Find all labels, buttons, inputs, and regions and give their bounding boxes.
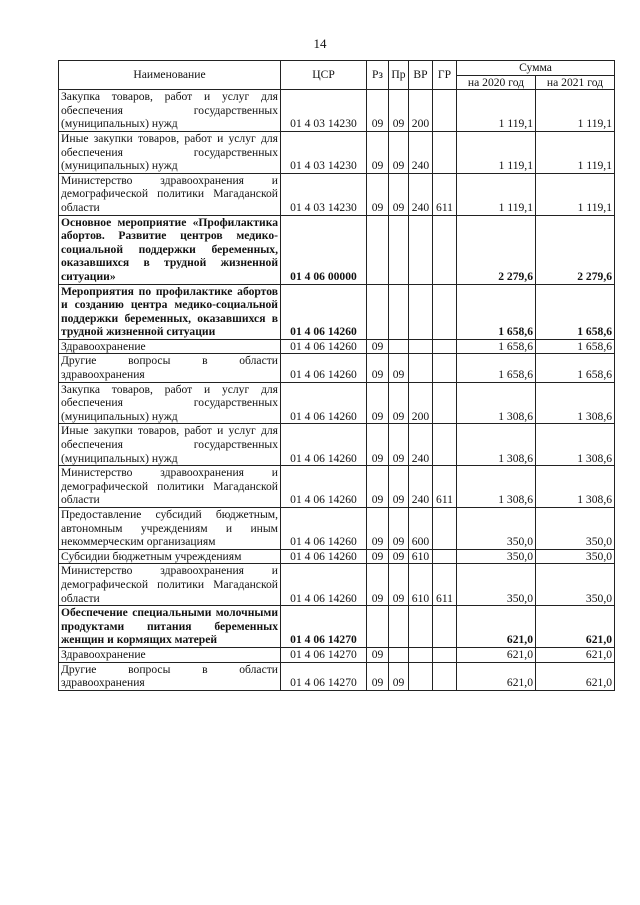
row-sum-2020: 1 119,1 xyxy=(457,90,536,132)
table-row xyxy=(59,606,615,648)
row-rz: 09 xyxy=(367,354,389,382)
row-rz: 09 xyxy=(367,424,389,466)
row-rz: 09 xyxy=(367,647,389,662)
row-name: Другие вопросы в области здравоохранения xyxy=(59,354,281,382)
row-name: Здравоохранение xyxy=(59,339,281,354)
row-sum-2020: 2 279,6 xyxy=(457,215,536,284)
table-row xyxy=(59,90,615,132)
row-code: 01 4 06 14260 xyxy=(281,424,367,466)
row-sum-2020: 1 658,6 xyxy=(457,354,536,382)
row-sum-2021: 350,0 xyxy=(536,564,615,606)
row-sum-2021: 1 658,6 xyxy=(536,284,615,339)
row-gr xyxy=(433,549,457,564)
row-sum-2021: 350,0 xyxy=(536,508,615,550)
table-row xyxy=(59,339,615,354)
row-vr: 200 xyxy=(409,90,433,132)
row-vr: 200 xyxy=(409,382,433,424)
row-code: 01 4 03 14230 xyxy=(281,90,367,132)
row-vr: 240 xyxy=(409,424,433,466)
row-name: Мероприятия по профилактике абортов и созданию центра медико-социальной поддержки беременных, оказавшихся в трудной жизненной ситуации xyxy=(59,284,281,339)
row-pr: 09 xyxy=(389,564,409,606)
row-gr: 611 xyxy=(433,466,457,508)
row-vr xyxy=(409,284,433,339)
table-row xyxy=(59,466,615,508)
table-row xyxy=(59,647,615,662)
row-name: Министерство здравоохранения и демографической политики Магаданской области xyxy=(59,466,281,508)
row-sum-2020: 350,0 xyxy=(457,549,536,564)
row-name: Предоставление субсидий бюджетным, автономным учреждениям и иным некоммерческим организациям xyxy=(59,508,281,550)
table-body xyxy=(59,90,615,691)
row-code: 01 4 06 14260 xyxy=(281,508,367,550)
table-header xyxy=(59,61,615,90)
row-name: Иные закупки товаров, работ и услуг для обеспечения государственных (муниципальных) нужд xyxy=(59,131,281,173)
row-code: 01 4 06 14270 xyxy=(281,647,367,662)
row-pr: 09 xyxy=(389,662,409,690)
row-pr xyxy=(389,339,409,354)
row-sum-2020: 350,0 xyxy=(457,508,536,550)
row-sum-2020: 1 658,6 xyxy=(457,339,536,354)
row-sum-2021: 1 119,1 xyxy=(536,90,615,132)
budget-table xyxy=(58,60,615,691)
row-vr xyxy=(409,647,433,662)
row-code: 01 4 03 14230 xyxy=(281,173,367,215)
row-sum-2021: 1 658,6 xyxy=(536,354,615,382)
row-sum-2020: 621,0 xyxy=(457,606,536,648)
row-sum-2021: 1 658,6 xyxy=(536,339,615,354)
row-gr xyxy=(433,131,457,173)
row-gr xyxy=(433,215,457,284)
table-row xyxy=(59,549,615,564)
row-gr xyxy=(433,354,457,382)
header-vr: ВР xyxy=(409,61,433,90)
row-rz xyxy=(367,215,389,284)
row-code: 01 4 03 14230 xyxy=(281,131,367,173)
row-pr xyxy=(389,647,409,662)
row-code: 01 4 06 14260 xyxy=(281,284,367,339)
row-pr: 09 xyxy=(389,549,409,564)
row-vr xyxy=(409,662,433,690)
row-code: 01 4 06 14260 xyxy=(281,564,367,606)
row-rz: 09 xyxy=(367,662,389,690)
row-sum-2021: 621,0 xyxy=(536,647,615,662)
row-rz: 09 xyxy=(367,382,389,424)
row-gr: 611 xyxy=(433,564,457,606)
row-pr: 09 xyxy=(389,90,409,132)
row-rz xyxy=(367,606,389,648)
row-name: Министерство здравоохранения и демографической политики Магаданской области xyxy=(59,564,281,606)
row-gr xyxy=(433,424,457,466)
row-code: 01 4 06 14260 xyxy=(281,339,367,354)
row-rz: 09 xyxy=(367,339,389,354)
table-row xyxy=(59,424,615,466)
row-gr xyxy=(433,508,457,550)
row-code: 01 4 06 14260 xyxy=(281,549,367,564)
row-gr xyxy=(433,647,457,662)
row-sum-2020: 1 119,1 xyxy=(457,173,536,215)
row-gr: 611 xyxy=(433,173,457,215)
row-pr xyxy=(389,606,409,648)
row-pr: 09 xyxy=(389,508,409,550)
table-row xyxy=(59,173,615,215)
row-sum-2021: 1 119,1 xyxy=(536,131,615,173)
row-sum-2021: 1 308,6 xyxy=(536,382,615,424)
row-sum-2020: 621,0 xyxy=(457,647,536,662)
row-sum-2021: 1 308,6 xyxy=(536,424,615,466)
row-pr: 09 xyxy=(389,131,409,173)
row-name: Другие вопросы в области здравоохранения xyxy=(59,662,281,690)
row-pr: 09 xyxy=(389,424,409,466)
row-rz: 09 xyxy=(367,173,389,215)
row-code: 01 4 06 14260 xyxy=(281,466,367,508)
row-sum-2021: 1 308,6 xyxy=(536,466,615,508)
row-gr xyxy=(433,284,457,339)
row-sum-2021: 1 119,1 xyxy=(536,173,615,215)
table-row xyxy=(59,564,615,606)
table-row xyxy=(59,382,615,424)
row-vr xyxy=(409,215,433,284)
row-code: 01 4 06 14270 xyxy=(281,606,367,648)
row-name: Закупка товаров, работ и услуг для обеспечения государственных (муниципальных) нужд xyxy=(59,90,281,132)
row-gr xyxy=(433,90,457,132)
header-sum: Сумма xyxy=(457,61,615,76)
header-pr: Пр xyxy=(389,61,409,90)
header-year-2021: на 2021 год xyxy=(536,75,615,90)
row-sum-2020: 1 308,6 xyxy=(457,382,536,424)
row-gr xyxy=(433,606,457,648)
row-sum-2020: 350,0 xyxy=(457,564,536,606)
row-sum-2020: 1 308,6 xyxy=(457,466,536,508)
row-vr: 610 xyxy=(409,549,433,564)
table-row xyxy=(59,662,615,690)
row-sum-2020: 1 119,1 xyxy=(457,131,536,173)
row-gr xyxy=(433,662,457,690)
header-code: ЦСР xyxy=(281,61,367,90)
page-number: 14 xyxy=(313,36,327,51)
row-rz: 09 xyxy=(367,549,389,564)
row-vr xyxy=(409,339,433,354)
table-row xyxy=(59,215,615,284)
row-sum-2021: 350,0 xyxy=(536,549,615,564)
row-name: Здравоохранение xyxy=(59,647,281,662)
row-rz: 09 xyxy=(367,131,389,173)
row-vr: 610 xyxy=(409,564,433,606)
row-code: 01 4 06 14270 xyxy=(281,662,367,690)
header-name: Наименование xyxy=(59,61,281,90)
row-sum-2020: 1 308,6 xyxy=(457,424,536,466)
row-sum-2021: 621,0 xyxy=(536,662,615,690)
row-vr: 600 xyxy=(409,508,433,550)
row-rz: 09 xyxy=(367,466,389,508)
table-row xyxy=(59,284,615,339)
row-name: Основное мероприятие «Профилактика абортов. Развитие центров медико-социальной поддержки беременных, оказавшихся в трудной жизненной ситуации» xyxy=(59,215,281,284)
row-name: Субсидии бюджетным учреждениям xyxy=(59,549,281,564)
row-name: Иные закупки товаров, работ и услуг для обеспечения государственных (муниципальных) нужд xyxy=(59,424,281,466)
row-pr: 09 xyxy=(389,466,409,508)
row-vr xyxy=(409,354,433,382)
table-row xyxy=(59,508,615,550)
row-rz: 09 xyxy=(367,90,389,132)
row-rz: 09 xyxy=(367,564,389,606)
row-sum-2021: 621,0 xyxy=(536,606,615,648)
row-code: 01 4 06 14260 xyxy=(281,382,367,424)
row-pr: 09 xyxy=(389,354,409,382)
row-name: Закупка товаров, работ и услуг для обеспечения государственных (муниципальных) нужд xyxy=(59,382,281,424)
table-row xyxy=(59,354,615,382)
row-sum-2020: 1 658,6 xyxy=(457,284,536,339)
row-vr: 240 xyxy=(409,131,433,173)
row-name: Обеспечение специальными молочными продуктами питания беременных женщин и кормящих матерей xyxy=(59,606,281,648)
row-pr: 09 xyxy=(389,382,409,424)
row-pr xyxy=(389,284,409,339)
row-sum-2020: 621,0 xyxy=(457,662,536,690)
row-gr xyxy=(433,382,457,424)
header-gr: ГР xyxy=(433,61,457,90)
row-vr: 240 xyxy=(409,173,433,215)
table-row xyxy=(59,131,615,173)
row-code: 01 4 06 14260 xyxy=(281,354,367,382)
row-rz xyxy=(367,284,389,339)
row-vr xyxy=(409,606,433,648)
row-code: 01 4 06 00000 xyxy=(281,215,367,284)
header-year-2020: на 2020 год xyxy=(457,75,536,90)
row-pr: 09 xyxy=(389,173,409,215)
row-gr xyxy=(433,339,457,354)
row-pr xyxy=(389,215,409,284)
row-vr: 240 xyxy=(409,466,433,508)
row-name: Министерство здравоохранения и демографической политики Магаданской области xyxy=(59,173,281,215)
header-rz: Рз xyxy=(367,61,389,90)
row-rz: 09 xyxy=(367,508,389,550)
row-sum-2021: 2 279,6 xyxy=(536,215,615,284)
